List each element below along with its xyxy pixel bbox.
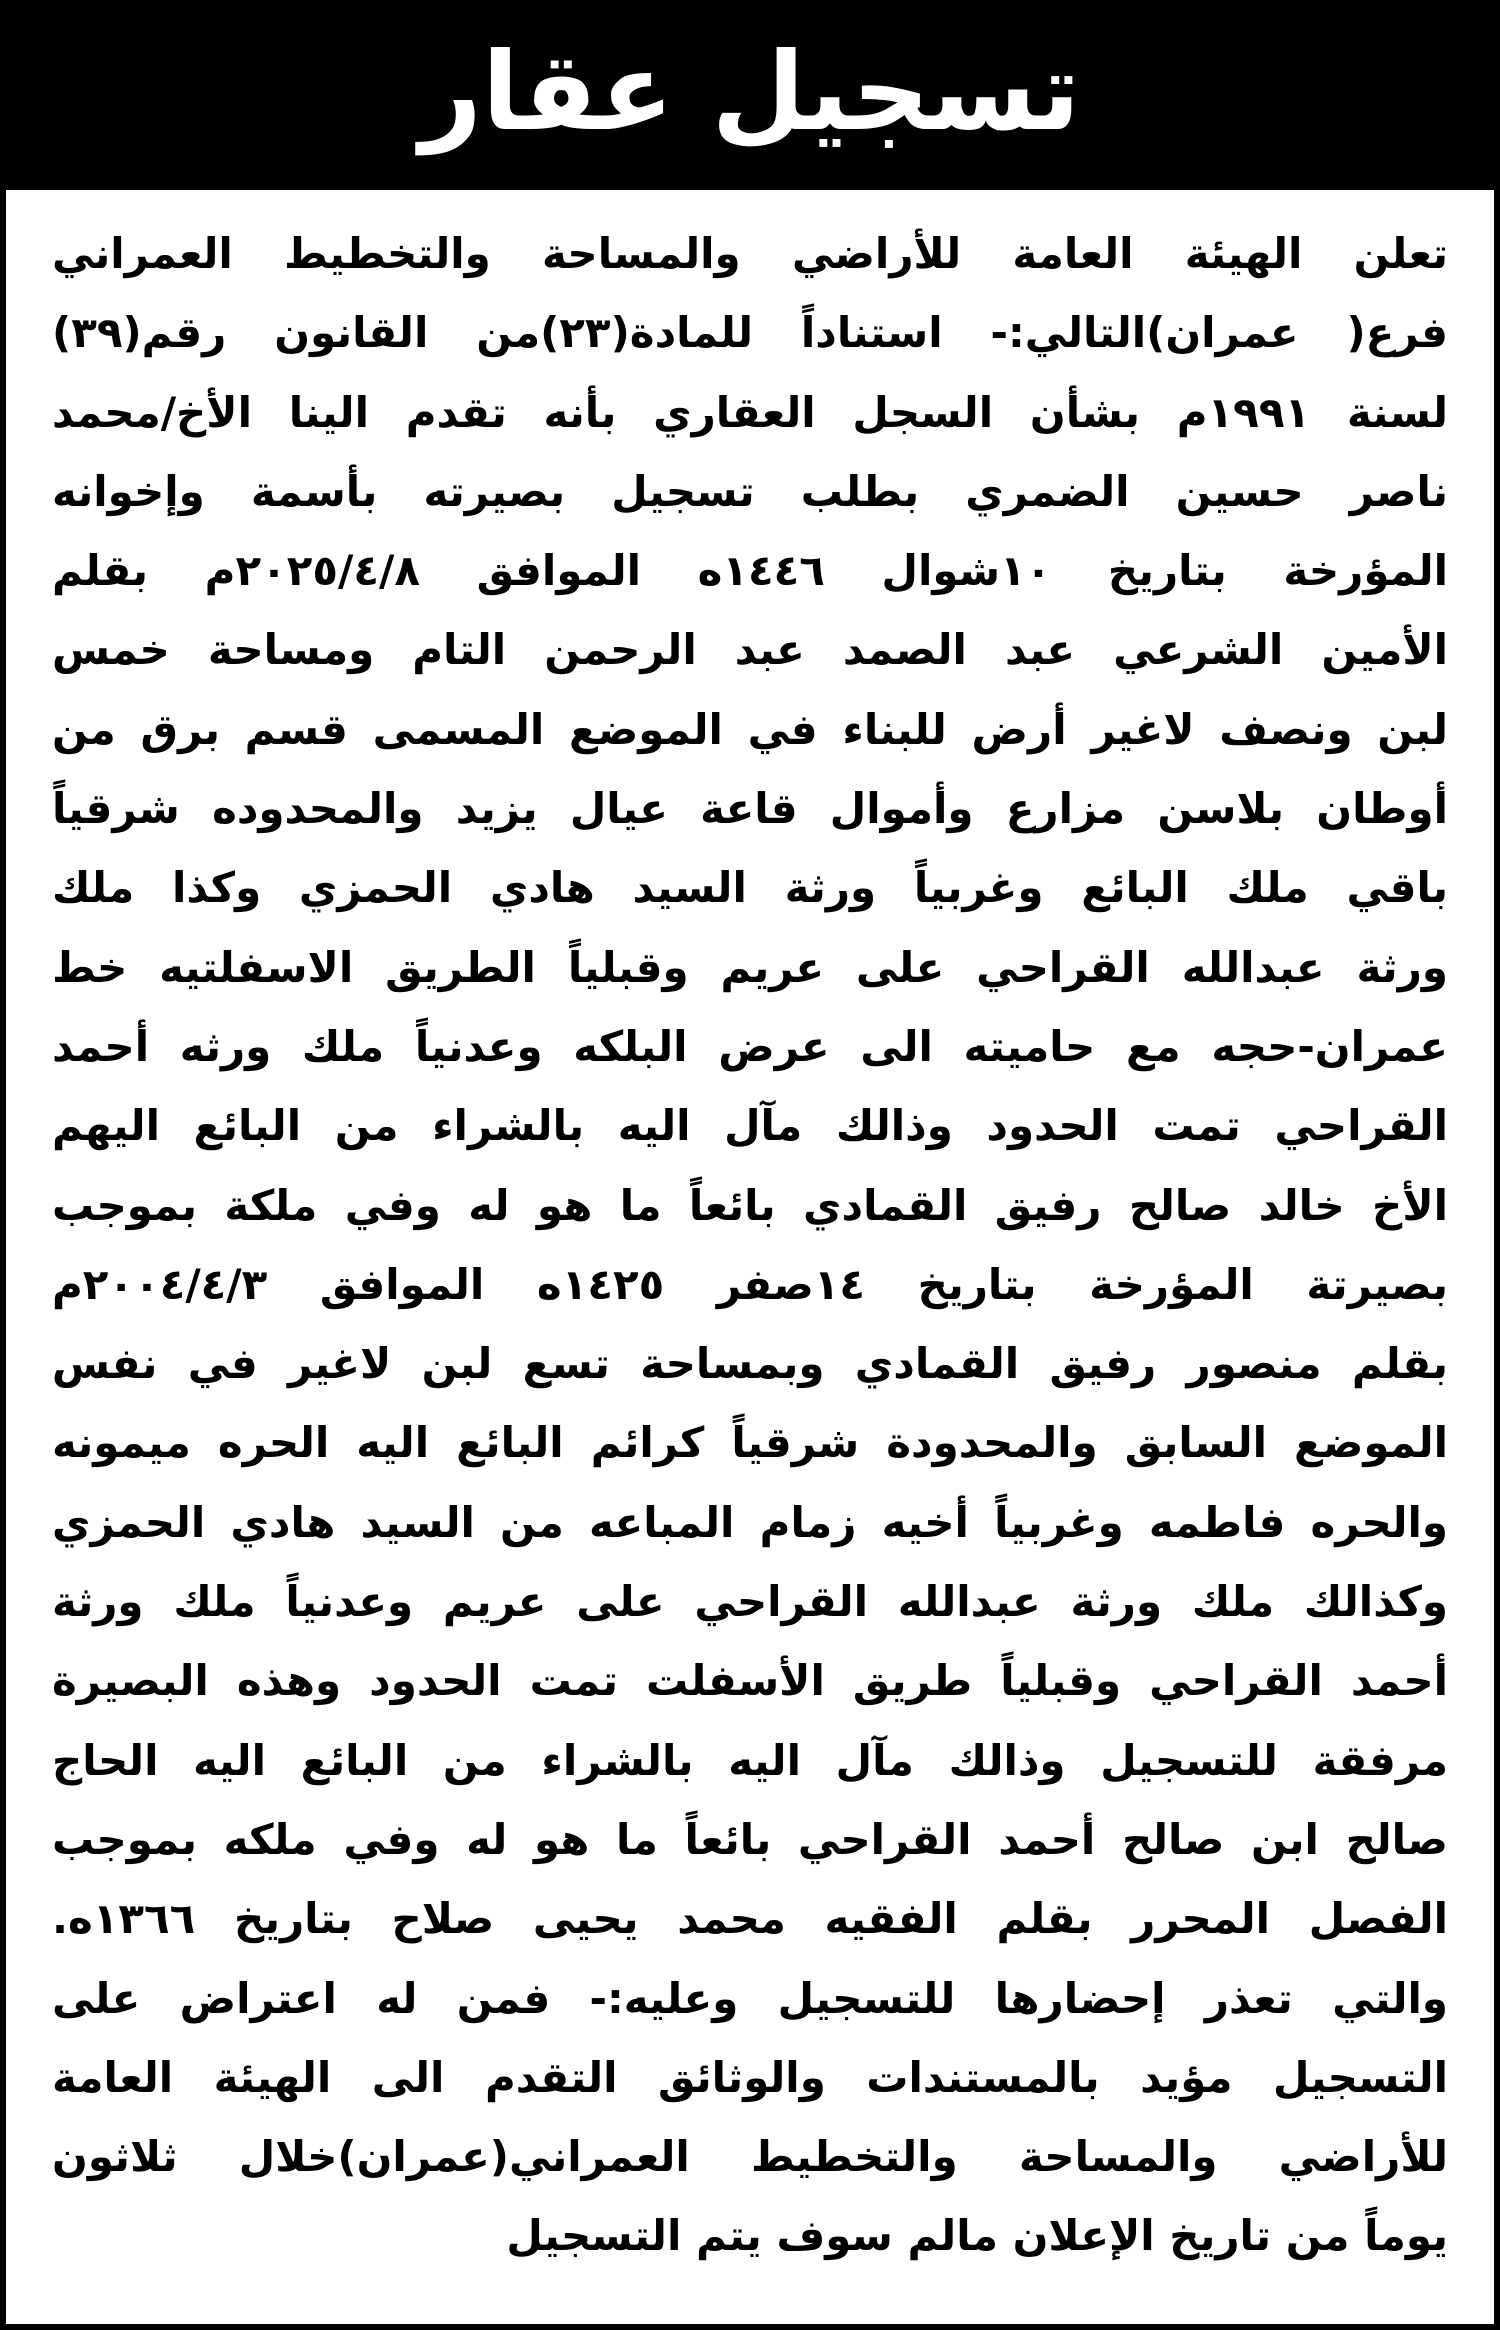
notice-line-4: ناصر حسين الضمري بطلب تسجيل بصيرته بأسمة وإخوانه [52, 466, 1448, 516]
notice-line-21: صالح ابن صالح أحمد القراحي بائعاً ما هو له وفي ملكه بموجب [52, 1814, 1448, 1864]
notice-line-2: فرع( عمران)التالي:- استناداً للمادة(٢٣)من القانون رقم(٣٩) [52, 308, 1448, 358]
notice-line-23: والتي تعذر إحضارها للتسجيل وعليه:- فمن له اعتراض على [52, 1973, 1448, 2023]
notice-line-6: الأمين الشرعي عبد الصمد عبد الرحمن التام ومساحة خمس [52, 625, 1448, 675]
notice-line-25: للأراضي والمساحة والتخطيط العمراني(عمران)خلال ثلاثون [52, 2132, 1448, 2182]
notice-line-11: عمران-حجه مع حاميته الى عرض البلكه وعدنياً ملك ورثه أحمد [52, 1021, 1448, 1071]
notice-line-12: القراحي تمت الحدود وذالك مآل اليه بالشراء من البائع اليهم [52, 1101, 1448, 1151]
notice-header [6, 6, 1494, 190]
notice-line-7: لبن ونصف لاغير أرض للبناء في الموضع المسمى قسم برق من [52, 704, 1448, 754]
notice-line-20: مرفقة للتسجيل وذالك مآل اليه بالشراء من البائع اليه الحاج [52, 1735, 1448, 1785]
notice-line-13: الأخ خالد صالح رفيق القمادي بائعاً ما هو له وفي ملكة بموجب [52, 1180, 1448, 1230]
notice-body [52, 214, 1448, 2276]
notice-line-15: بقلم منصور رفيق القمادي وبمساحة تسع لبن لاغير في نفس [52, 1339, 1448, 1389]
notice-line-19: أحمد القراحي وقبلياً طريق الأسفلت تمت الحدود وهذه البصيرة [52, 1656, 1448, 1706]
notice-line-8: أوطان بلاسن مزارع وأموال قاعة عيال يزيد والمحدوده شرقياً [52, 784, 1448, 834]
notice-line-9: باقي ملك البائع وغربياً ورثة السيد هادي الحمزي وكذا ملك [52, 863, 1448, 913]
notice-line-14: بصيرتة المؤرخة بتاريخ ١٤صفر ١٤٢٥ه الموافق ٢٠٠٤/٤/٣م [52, 1259, 1448, 1309]
notice-line-22: الفصل المحرر بقلم الفقيه محمد يحيى صلاح بتاريخ ١٣٦٦ه. [52, 1894, 1448, 1944]
notice-line-16: الموضع السابق والمحدودة شرقياً كرائم البائع اليه الحره ميمونه [52, 1418, 1448, 1468]
notice-title: تسجيل عقار [419, 30, 1081, 155]
notice-line-3: لسنة ١٩٩١م بشأن السجل العقاري بأنه تقدم الينا الأخ/محمد [52, 387, 1448, 437]
notice-line-18: وكذالك ملك ورثة عبدالله القراحي على عريم وعدنياً ملك ورثة [52, 1577, 1448, 1627]
notice-line-17: والحره فاطمه وغربياً أخيه زمام المباعه من السيد هادي الحمزي [52, 1497, 1448, 1547]
notice-line-24: التسجيل مؤيد بالمستندات والوثائق التقدم الى الهيئة العامة [52, 2052, 1448, 2102]
notice-line-5: المؤرخة بتاريخ ١٠شوال ١٤٤٦ه الموافق ٢٠٢٥/٤/٨م بقلم [52, 546, 1448, 596]
notice-line-1: تعلن الهيئة العامة للأراضي والمساحة والتخطيط العمراني [52, 229, 1448, 278]
notice-line-10: ورثة عبدالله القراحي على عريم وقبلياً الطريق الاسفلتيه خط [52, 942, 1448, 992]
notice-line-26: يوماً من تاريخ الإعلان مالم سوف يتم التسجيل [506, 2211, 1448, 2261]
